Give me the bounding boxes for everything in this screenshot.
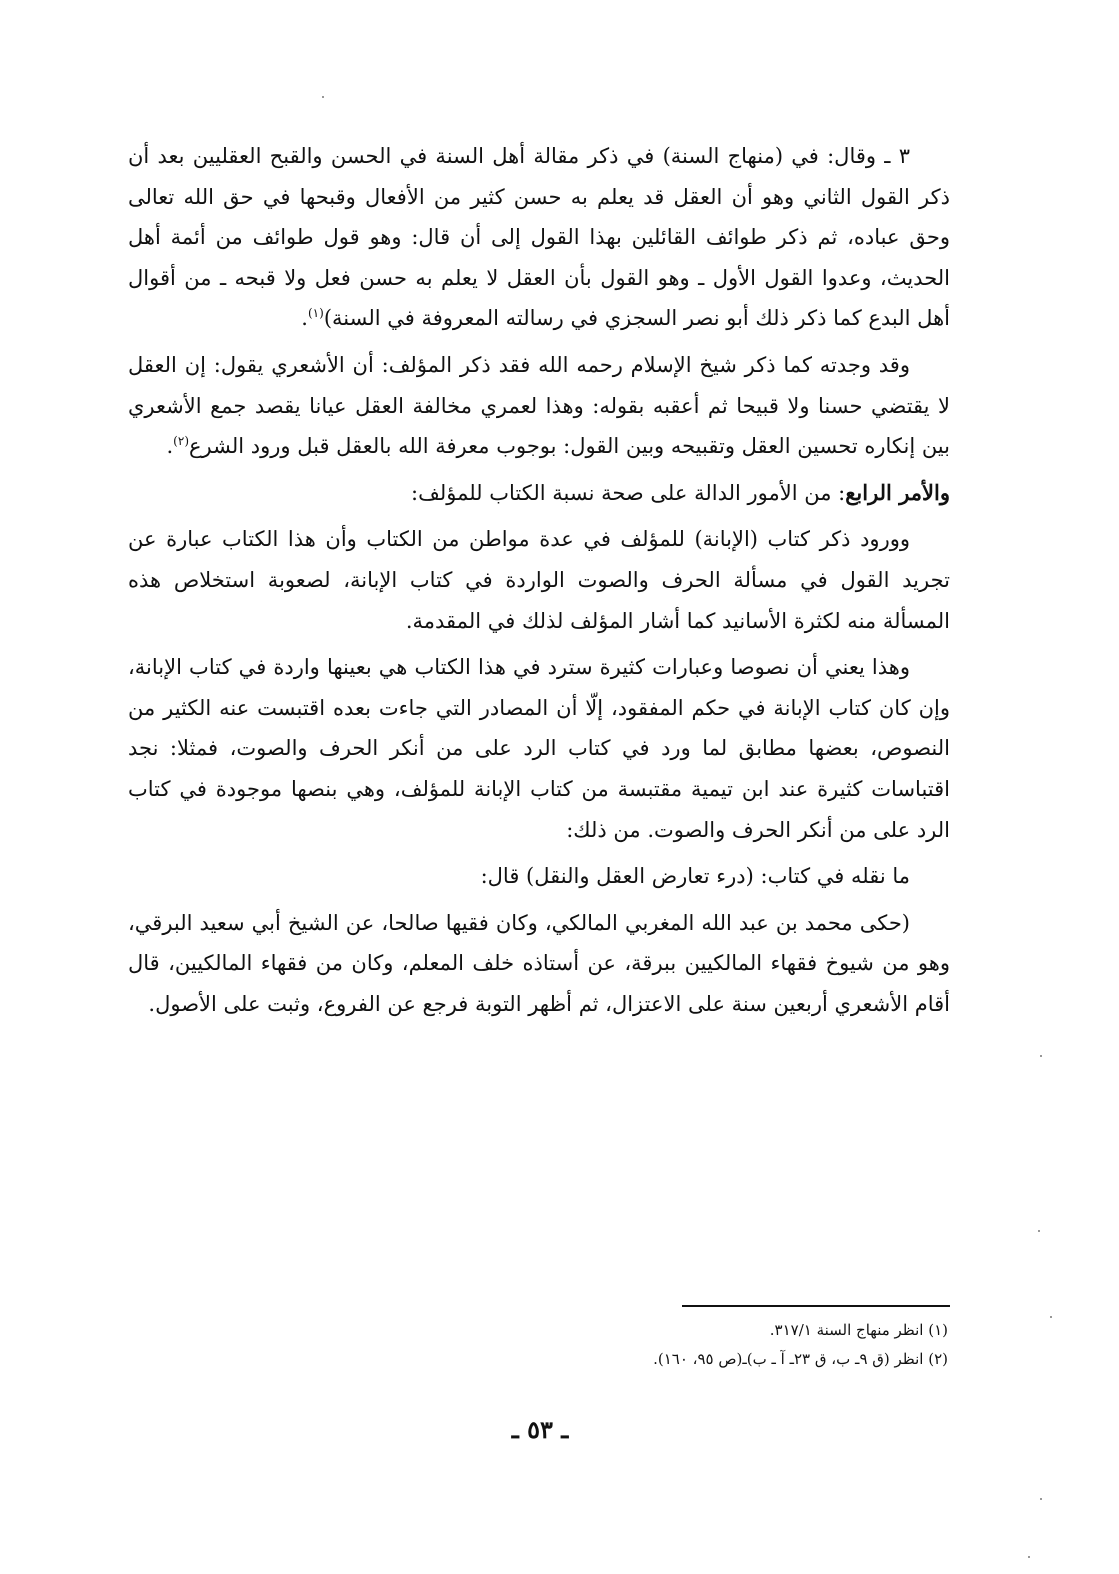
paragraph-text: ما نقله في كتاب: (درء تعارض العقل والنقل) قال: [480,864,910,889]
footnote: (٢) انظر (ق ٩ـ ب، ق ٢٣ـ آ ـ ب)ـ(ص ٩٥، ١٦٠). [653,1350,948,1368]
paragraph [128,473,950,514]
paragraph [128,519,950,641]
scan-speck [1040,1498,1042,1500]
scan-speck [1028,1556,1030,1558]
paragraph-tail: . [301,306,308,331]
paragraph-text: وقد وجدته كما ذكر شيخ الإسلام رحمه الله فقد ذكر المؤلف: أن الأشعري يقول: إن العقل لا يقتضي حسنا ولا قبيحا ثم أعقبه بقوله: وهذا لعمري مخالفة العقل عيانا يقصد جمع الأشعري بين إنكاره تحسين العقل وتقبيحه وبين القول: بوجوب معرفة الله بالعقل قبل ورود الشرع [128,352,950,459]
paragraph-text: ٣ ـ وقال: في (منهاج السنة) في ذكر مقالة أهل السنة في الحسن والقبح العقليين بعد أن ذكر القول الثاني وهو أن العقل قد يعلم به حسن كثير من الأفعال وقبحها في حق الله تعالى وحق عباده، ثم ذكر طوائف القائلين بهذا القول إلى أن قال: وهو قول طوائف من أئمة أهل الحديث، وعدوا القول الأول ـ وهو القول بأن العقل لا يعلم به حسن فعل ولا قبحه ـ من أقوال أهل البدع كما ذكر ذلك أبو نصر السجزي في رسالته المعروفة في السنة) [128,144,950,331]
paragraph [128,856,950,897]
scan-speck [1038,1230,1040,1232]
paragraph [128,345,950,467]
footnotes [400,1316,948,1374]
paragraph [128,647,950,850]
paragraph-text: وورود ذكر كتاب (الإبانة) للمؤلف في عدة مواطن من الكتاب وأن هذا الكتاب عبارة عن تجريد القول في مسألة الحرف والصوت الواردة في كتاب الإبانة، لصعوبة استخلاص هذه المسألة منه لكثرة الأسانيد كما أشار المؤلف لذلك في المقدمة. [128,527,950,633]
paragraph-text: : من الأمور الدالة على صحة نسبة الكتاب للمؤلف: [411,480,846,505]
main-text [128,136,950,1030]
footnote: (١) انظر منهاج السنة ٣١٧/١. [769,1321,948,1339]
paragraph-text: وهذا يعني أن نصوصا وعبارات كثيرة سترد في هذا الكتاب هي بعينها واردة في كتاب الإبانة، وإن كان كتاب الإبانة في حكم المفقود، إلّا أن المصادر التي جاءت بعده اقتبست عنه الكثير من النصوص، بعضها مطابق لما ورد في كتاب الرد على من أنكر الحرف والصوت، فمثلا: نجد اقتباسات كثيرة عند ابن تيمية مقتبسة من كتاب الإبانة للمؤلف، وهي بنصها موجودة في كتاب الرد على من أنكر الحرف والصوت. من ذلك: [128,655,950,842]
footnote-ref: (١) [307,306,324,321]
scan-speck [1050,1316,1052,1318]
page-number: ـ ٥٣ ـ [511,1415,569,1444]
section-lead: والأمر الرابع [845,479,950,505]
quoted-paragraph [128,903,950,1025]
paragraph-text: (حكى محمد بن عبد الله المغربي المالكي، وكان فقيها صالحا، عن الشيخ أبي سعيد البرقي، وهو من شيوخ فقهاء المالكيين ببرقة، عن أستاذه خلف المعلم، وكان من فقهاء المالكيين، قال أقام الأشعري أربعين سنة على الاعتزال، ثم أظهر التوبة فرجع عن الفروع، وثبت على الأصول. [128,910,950,1016]
scan-speck [322,96,324,98]
footnote-ref: (٢) [173,434,189,449]
footnote-divider [682,1305,950,1307]
scan-speck [1040,1055,1042,1057]
paragraph-tail: . [166,434,174,459]
paragraph [128,136,950,339]
